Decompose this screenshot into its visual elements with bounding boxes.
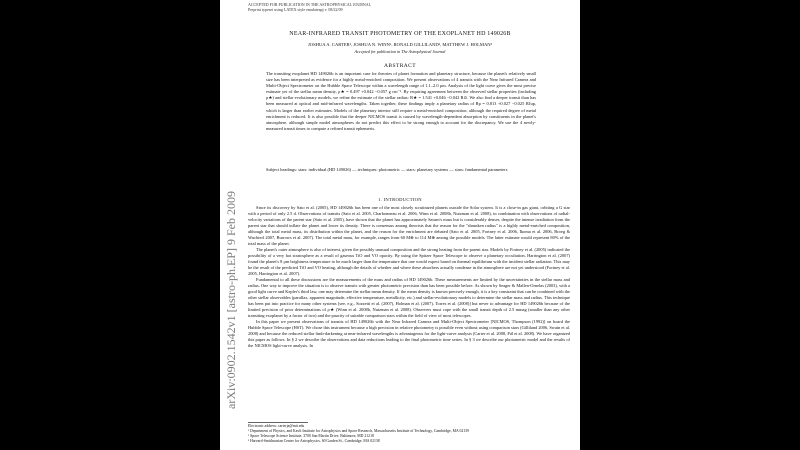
abstract-heading: ABSTRACT [384,63,416,69]
subject-headings: Subject headings: stars: individual (HD 149026) — techniques: photometric — stars: planetary systems — stars: fundamental parameters [266,167,508,172]
paragraph: The planet's outer atmosphere is also of interest, given the possibly unusual composition and the strong heating from the parent star. Models by Fortney et al. (2005) indicated the possibility of a very hot stratosphere as a result of gaseous TiO and VO opacity. By using the Spitzer Space Telescope to observe a planetary occultation, Harrington et al. (2007) found the planet's 8 μm brightness temperature to be much larger than the temperature that one would expect based on thermal equilibrium with the incident stellar radiation. This may be the result of the predicted TiO and VO heating, although the details of whether and where these absorbers actually condense in the atmosphere are not yet understood (Fortney et al. 2005, Harrington et al. 2007). [248,247,570,276]
paragraph: Fundamental to all these discussions are the measurements of the mass and radius of HD 149026b. These measurements are limited by the uncertainties in the stellar mass and radius. One way to improve the situation is to observe transits with greater photometric precision than has been possible before. As shown by Seager & Mallen-Ornelas (2003), with a good light curve and Kepler's third law, one may determine the stellar mean density. If the mean density is known precisely enough, it is a key constraint that can be combined with the other stellar observables (parallax, apparent magnitude, effective temperature, metallicity, etc.) and stellar-evolutionary models to determine the stellar mass and radius. This technique has been put into practice for many other systems [see, e.g., Sozzetti et al. (2007), Holman et al. (2007), Torres et al. (2008)] but never to advantage for HD 149026b because of the limited precision of prior determinations of ρ★ (Winn et al. 2008b, Nutzman et al. 2008). Observers must cope with the small transit depth of 2.5 mmag (smaller than any other transiting exoplanet by a factor of two) and the paucity of suitable comparison stars within the field of view of most telescopes. [248,277,570,318]
footnote: ³ Harvard-Smithsonian Center for Astrophysics, 60 Garden St., Cambridge, MA 02138 [248,439,380,443]
footnote: ¹ Department of Physics, and Kavli Institute for Astrophysics and Space Research, Massachusetts Institute of Technology, Cambridge, MA 02139 [248,429,469,433]
section-heading: 1. INTRODUCTION [378,197,422,202]
acceptance-note: Accepted for publication in The Astrophysical Journal [354,49,446,54]
header-line-1: ACCEPTED FOR PUBLICATION IN THE ASTROPHYSICAL JOURNAL [248,2,372,7]
paragraph: Since its discovery by Sato et al. (2005), HD 149026b has been one of the most closely scrutinized planets outside the Solar system. It is a close-in gas giant, orbiting a G star with a period of only 2.5 d. Observations of transits (Sato et al. 2005, Charbonneau et al. 2006, Winn et al. 2008b, Nutzman et al. 2008), in combination with observations of radial-velocity variations of the parent star (Sato et al. 2005), have shown that the planet has approximately Saturn's mass but is considerably denser, despite the intense irradiation from the parent star that should inflate the planet and lower its density. There is consensus among theorists that the reason for the "shrunken radius" is a highly metal-enriched composition, although the total metal mass, its distribution within the planet, and the reason for the enrichment are debated (Sato et al. 2005, Fortney et al. 2006, Ikoma et al. 2006, Broeg & Wuchterl 2007, Burrows et al. 2007). The total metal mass, for example, ranges from 60 M⊕ to 114 M⊕ among the possible models. The latter estimate would represent 80% of the total mass of the planet. [248,205,570,246]
paragraph: In this paper we present observations of transits of HD 149026b with the Near Infrared Camera and Multi-Object Spectrometer [NICMOS, Thompson (1992)] on board the Hubble Space Telescope (HST). We chose this instrument because a high precision in relative photometry is possible even without using comparison stars (Gilliland 2006, Swain et al. 2008) and because the reduced stellar limb-darkening at near-infrared wavelengths is advantageous for the light-curve analysis (Carter et al. 2008, Pál et al. 2008). We have organized this paper as follows. In § 2 we describe the observations and data reductions leading to the final photometric time series. In § 3 we describe our photometric model and the results of the NICMOS light-curve analysis. In [248,319,570,348]
paper-title: NEAR-INFRARED TRANSIT PHOTOMETRY OF THE EXOPLANET HD 149026B [289,31,511,37]
footnotes [248,424,570,444]
introduction-body [248,205,570,349]
journal-header [248,2,371,12]
footnote: Electronic address: carterja@mit.edu [248,424,305,428]
arxiv-identifier-stamp: arXiv:0902.1542v1 [astro-ph.EP] 9 Feb 2009 [224,191,238,409]
header-line-2: Preprint typeset using LATEX style emulateapj v. 08/22/09 [248,7,343,12]
abstract-text: The transiting exoplanet HD 149026b is an important case for theories of planet formation and planetary structure, because the planet's relatively small size has been interpreted as evidence for a highly metal-enriched composition. We present observations of 4 transits with the Near Infrared Camera and Multi-Object Spectrometer on the Hubble Space Telescope within a wavelength range of 1.1–2.0 μm. Analysis of the light curve gives the most precise estimate yet of the stellar mean density, ρ★ = 0.497 +0.042 −0.057 g cm⁻³. By requiring agreement between the observed stellar properties (including ρ★) and stellar evolutionary models, we refine the estimate of the stellar radius: R★ = 1.541 +0.046 −0.042 R⊙. We also find a deeper transit than has been measured at optical and mid-infrared wavelengths. Taken together, these findings imply a planetary radius of Rp = 0.813 +0.027 −0.025 RJup, which is larger than earlier estimates. Models of the planetary interior still require a metal-enriched composition, although the required degree of metal enrichment is reduced. It is also possible that the deeper NICMOS transit is caused by wavelength-dependent absorption by constituents in the planet's atmosphere, although simple model atmospheres do not predict this effect to be strong enough to account for the discrepancy. We use the 4 newly-measured transit times to compute a refined transit ephemeris. [266,71,536,131]
paper-page [220,0,580,450]
footnote: ² Space Telescope Science Institute, 3700 San Martin Drive, Baltimore, MD 21218 [248,434,374,438]
author-list: JOSHUA A. CARTER¹, JOSHUA N. WINN¹, RONALD GILLILAND², MATTHEW J. HOLMAN³ [308,42,492,47]
footnote-rule [248,422,308,423]
